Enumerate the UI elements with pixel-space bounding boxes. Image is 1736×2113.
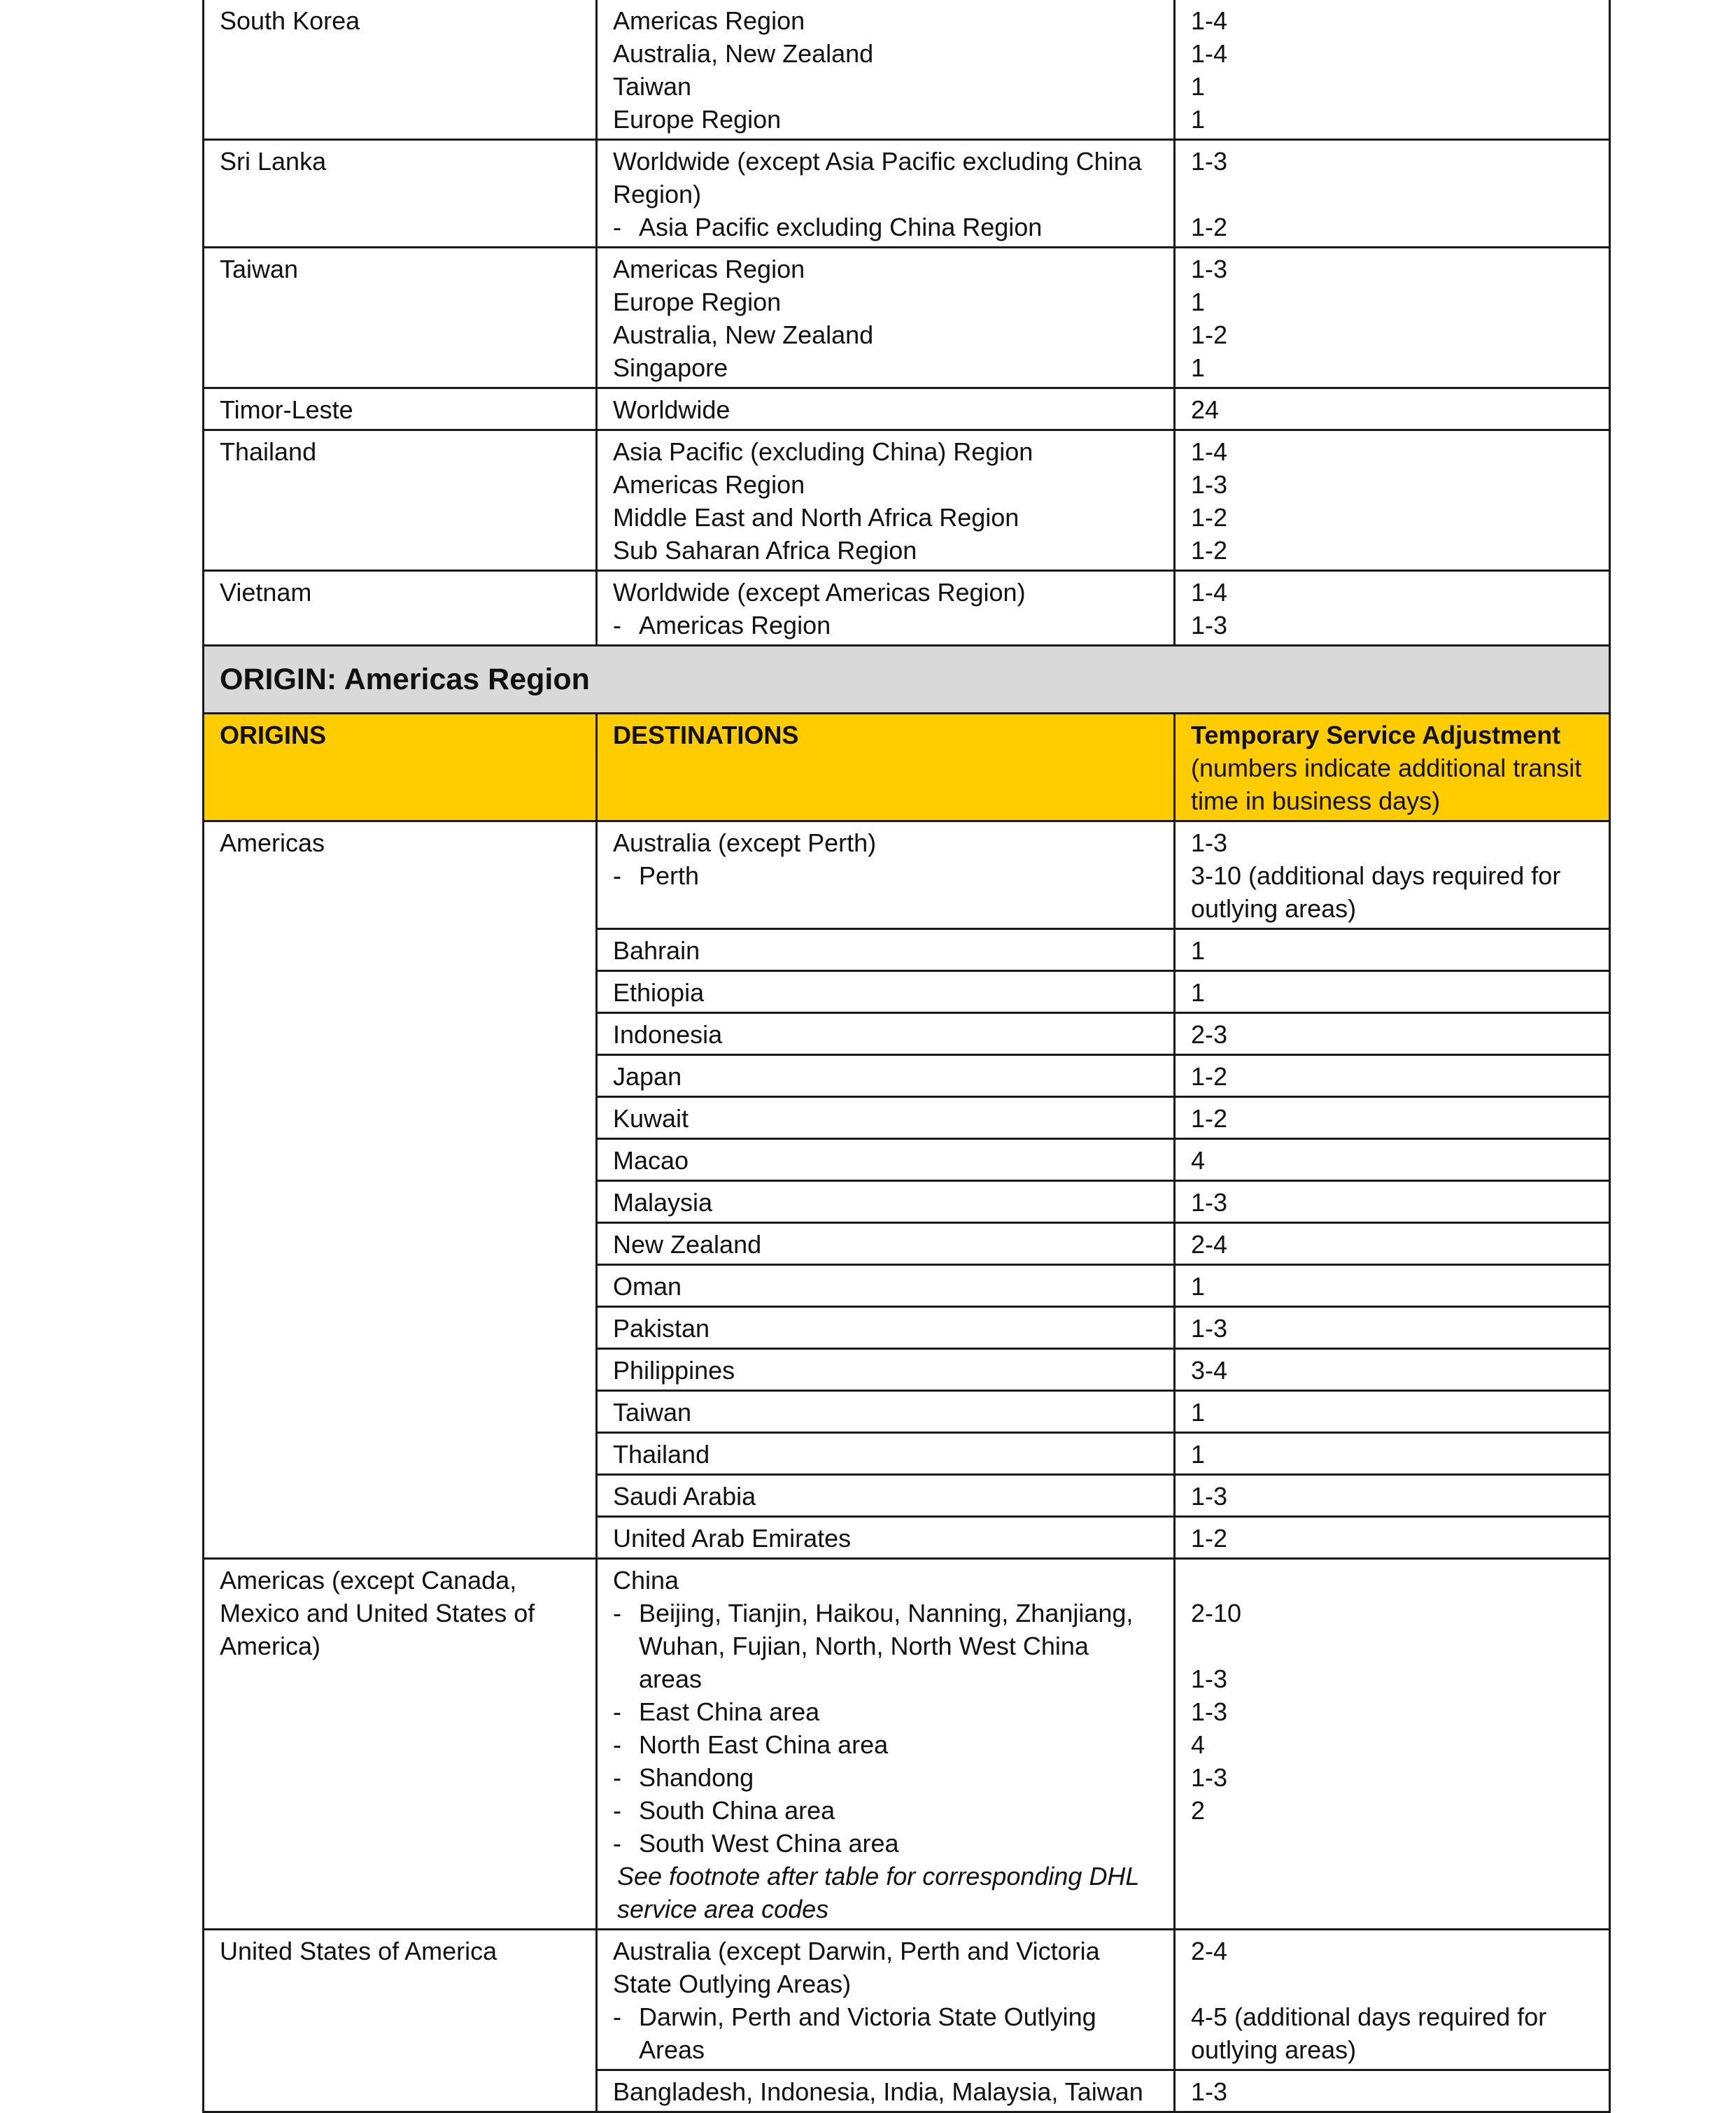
adjustment-value: 1-3: [1191, 2077, 1228, 2106]
destination-label: Taiwan: [613, 1398, 692, 1427]
origin-cell: [204, 388, 597, 430]
destination-label: Europe Region: [613, 105, 782, 134]
origins-header-label: ORIGINS: [220, 721, 327, 749]
adjustment-cell: [1175, 821, 1610, 929]
adjustment-cell: [1175, 1433, 1610, 1475]
adjustment-value: 1-4: [1191, 437, 1228, 466]
destination-cell: [597, 1013, 1175, 1055]
destination-label: China: [613, 1566, 679, 1595]
destination-label: Ethiopia: [613, 978, 705, 1007]
destination-label: Indonesia: [613, 1020, 723, 1049]
origin-label: Sri Lanka: [220, 147, 327, 176]
destination-cell: [597, 1349, 1175, 1391]
adjustment-cell: [1175, 388, 1610, 430]
origin-cell: [204, 821, 597, 1559]
origin-cell: [204, 430, 597, 571]
destinations-cell: [597, 1559, 1175, 1930]
adjustment-value: 2-10: [1191, 1599, 1242, 1627]
adjustment-value: 4: [1191, 1146, 1206, 1175]
table-row: [204, 821, 1610, 929]
adjustment-cell: [1175, 1097, 1610, 1139]
origin-cell: [204, 571, 597, 646]
origin-label: Taiwan: [220, 255, 299, 283]
origin-cell: [204, 248, 597, 388]
destination-cell: [597, 1307, 1175, 1349]
destination-label: Thailand: [613, 1440, 710, 1469]
destination-cell: [597, 1391, 1175, 1433]
table-row: [204, 1559, 1610, 1930]
destination-cell: [597, 1223, 1175, 1265]
origin-label: United States of America: [220, 1937, 497, 1965]
origin-cell: [204, 140, 597, 248]
origin-label: Americas (except Canada, Mexico and United States of America): [220, 1566, 535, 1660]
adjustment-value: 2: [1191, 1796, 1206, 1825]
adjustment-value: 1-2: [1191, 1062, 1228, 1091]
destination-sub-label: - Shandong: [613, 1761, 1158, 1794]
table-row: [204, 1930, 1610, 2070]
destination-label: Americas Region: [613, 6, 805, 35]
adjustment-value: 4: [1191, 1730, 1206, 1759]
adjustment-cell: [1175, 1517, 1610, 1559]
adjustment-value: 1-4: [1191, 578, 1228, 607]
adjustment-value: 1-3: [1191, 611, 1228, 639]
adjustment-cell: [1175, 1055, 1610, 1097]
destination-label: Australia (except Darwin, Perth and Victoria State Outlying Areas): [613, 1937, 1100, 1998]
header-row: [204, 714, 1610, 821]
destinations-cell: [597, 388, 1175, 430]
adjustment-value: 1-2: [1191, 536, 1228, 565]
destination-cell: [597, 1139, 1175, 1181]
destination-label: Saudi Arabia: [613, 1482, 756, 1511]
destination-cell: [597, 2070, 1175, 2112]
adjustment-value: 1-3: [1191, 147, 1228, 176]
adjustment-value: 2-4: [1191, 1937, 1228, 1965]
destination-label: Macao: [613, 1146, 689, 1175]
adjustment-value: 1: [1191, 1440, 1206, 1469]
adjustment-cell: [1175, 1349, 1610, 1391]
destination-label: Worldwide (except Asia Pacific excluding China Region): [613, 147, 1142, 209]
destination-label: Worldwide: [613, 395, 731, 424]
table-row: [204, 140, 1610, 248]
adjustment-value: 1: [1191, 936, 1206, 965]
origin-cell: [204, 1559, 597, 1930]
origin-label: Vietnam: [220, 578, 312, 607]
table-row: [204, 388, 1610, 430]
adjustment-value: 1-3: [1191, 828, 1228, 857]
adjustment-value: 1-4: [1191, 6, 1228, 35]
adjustment-cell: [1175, 571, 1610, 646]
adjustment-value: 1-3: [1191, 1188, 1228, 1217]
destination-sub-label: - Beijing, Tianjin, Haikou, Nanning, Zhanjiang, Wuhan, Fujian, North, North West China areas: [613, 1597, 1158, 1695]
destination-sub-label: - Perth: [613, 859, 1158, 892]
destinations-cell: [597, 140, 1175, 248]
destination-cell: [597, 1517, 1175, 1559]
adjustment-cell: [1175, 929, 1610, 971]
destination-sub-label: - Asia Pacific excluding China Region: [613, 211, 1158, 243]
destination-label: Americas Region: [613, 255, 805, 283]
adjustment-value: 2-4: [1191, 1230, 1228, 1259]
adjustment-cell: [1175, 1013, 1610, 1055]
section-title: ORIGIN: Americas Region: [204, 646, 1610, 714]
adjustment-value: 1-3: [1191, 1482, 1228, 1511]
destination-cell: [597, 1181, 1175, 1223]
footnote-reference: See footnote after table for corresponding DHL service area codes: [617, 1862, 1139, 1923]
adjustment-value: 1-2: [1191, 1524, 1228, 1553]
origin-label: South Korea: [220, 6, 360, 35]
destination-label: United Arab Emirates: [613, 1524, 852, 1553]
adjustment-header-title: Temporary Service Adjustment: [1191, 721, 1561, 749]
adjustment-value: 1-2: [1191, 503, 1228, 532]
destination-label: Pakistan: [613, 1314, 710, 1343]
adjustment-cell: [1175, 1139, 1610, 1181]
destination-label: Asia Pacific (excluding China) Region: [613, 437, 1033, 466]
table-row: [204, 571, 1610, 646]
destinations-cell: [597, 248, 1175, 388]
origin-cell: [204, 0, 597, 140]
destination-label: Sub Saharan Africa Region: [613, 536, 917, 565]
adjustment-value: 1-2: [1191, 1104, 1228, 1133]
destination-sub-label: - Americas Region: [613, 609, 1158, 642]
adjustment-value: 1-2: [1191, 320, 1228, 349]
adjustment-value: 3-4: [1191, 1356, 1228, 1385]
destination-label: Taiwan: [613, 72, 692, 101]
destination-cell: [597, 971, 1175, 1013]
destination-label: Australia, New Zealand: [613, 39, 874, 68]
destination-label: Oman: [613, 1272, 682, 1301]
destination-label: Malaysia: [613, 1188, 713, 1217]
destination-cell: [597, 929, 1175, 971]
destinations-cell: [597, 0, 1175, 140]
adjustment-value: 1: [1191, 72, 1206, 101]
destinations-header: [597, 714, 1175, 821]
adjustment-value: 1: [1191, 105, 1206, 134]
destination-cell: [597, 1475, 1175, 1517]
section-row: [204, 646, 1610, 714]
adjustment-value: 2-3: [1191, 1020, 1228, 1049]
destination-label: Philippines: [613, 1356, 735, 1385]
adjustment-cell: [1175, 1559, 1610, 1930]
adjustment-cell: [1175, 1223, 1610, 1265]
destination-label: Australia, New Zealand: [613, 320, 874, 349]
adjustment-value: 1-3: [1191, 1665, 1228, 1693]
destinations-cell: [597, 571, 1175, 646]
destination-label: Americas Region: [613, 470, 805, 499]
destinations-header-label: DESTINATIONS: [613, 721, 799, 749]
adjustment-cell: [1175, 248, 1610, 388]
adjustment-cell: [1175, 2070, 1610, 2112]
adjustment-cell: [1175, 0, 1610, 140]
destinations-cell: [597, 1930, 1175, 2070]
destination-cell: [597, 1097, 1175, 1139]
destination-label: Bahrain: [613, 936, 700, 965]
destination-label: Singapore: [613, 353, 728, 382]
destination-label: Australia (except Perth): [613, 828, 877, 857]
adjustment-value: 1-3: [1191, 1697, 1228, 1726]
destination-label: Worldwide (except Americas Region): [613, 578, 1026, 607]
adjustment-value: 1: [1191, 353, 1206, 382]
destination-label: Japan: [613, 1062, 682, 1091]
destination-label: Bangladesh, Indonesia, India, Malaysia, Taiwan: [613, 2077, 1143, 2106]
destination-sub-label: - Darwin, Perth and Victoria State Outlying Areas: [613, 2000, 1158, 2066]
adjustment-cell: [1175, 140, 1610, 248]
adjustment-value: 1: [1191, 1398, 1206, 1427]
transit-adjustment-table: [202, 0, 1611, 2113]
adjustment-value: 1-2: [1191, 213, 1228, 241]
adjustment-value: 1-3: [1191, 1763, 1228, 1792]
adjustment-cell: [1175, 1930, 1610, 2070]
adjustment-cell: [1175, 1391, 1610, 1433]
destination-cell: [597, 1055, 1175, 1097]
adjustment-value: 1-4: [1191, 39, 1228, 68]
destination-sub-label: - East China area: [613, 1695, 1158, 1728]
adjustment-value: 1: [1191, 1272, 1206, 1301]
table-row: [204, 0, 1610, 140]
destination-label: New Zealand: [613, 1230, 762, 1259]
origin-label: Timor-Leste: [220, 395, 353, 424]
origins-header: [204, 714, 597, 821]
origin-label: Americas: [220, 828, 325, 857]
adjustment-cell: [1175, 1307, 1610, 1349]
adjustment-header: [1175, 714, 1610, 821]
table-row: [204, 430, 1610, 571]
destination-sub-label: - South West China area: [613, 1827, 1158, 1860]
adjustment-cell: [1175, 1475, 1610, 1517]
adjustment-value: 1: [1191, 288, 1206, 316]
destinations-cell: [597, 821, 1175, 929]
destination-sub-label: - North East China area: [613, 1728, 1158, 1761]
table-row: [204, 248, 1610, 388]
adjustment-value: 1-3: [1191, 1314, 1228, 1343]
destination-cell: [597, 1433, 1175, 1475]
destinations-cell: [597, 430, 1175, 571]
adjustment-header-note: (numbers indicate additional transit time in business days): [1191, 754, 1582, 815]
origin-label: Thailand: [220, 437, 317, 466]
destination-label: Europe Region: [613, 288, 782, 316]
adjustment-cell: [1175, 971, 1610, 1013]
destination-cell: [597, 1265, 1175, 1307]
destination-label: Middle East and North Africa Region: [613, 503, 1019, 532]
adjustment-value: 1-3: [1191, 255, 1228, 283]
adjustment-value: 24: [1191, 395, 1220, 424]
adjustment-cell: [1175, 1181, 1610, 1223]
adjustment-value: 3-10 (additional days required for outlying areas): [1191, 861, 1561, 923]
adjustment-value: 4-5 (additional days required for outlying areas): [1191, 2002, 1547, 2064]
adjustment-cell: [1175, 1265, 1610, 1307]
destination-sub-label: - South China area: [613, 1794, 1158, 1827]
destination-label: Kuwait: [613, 1104, 689, 1133]
adjustment-value: 1: [1191, 978, 1206, 1007]
adjustment-value: 1-3: [1191, 470, 1228, 499]
origin-cell: [204, 1930, 597, 2112]
adjustment-cell: [1175, 430, 1610, 571]
